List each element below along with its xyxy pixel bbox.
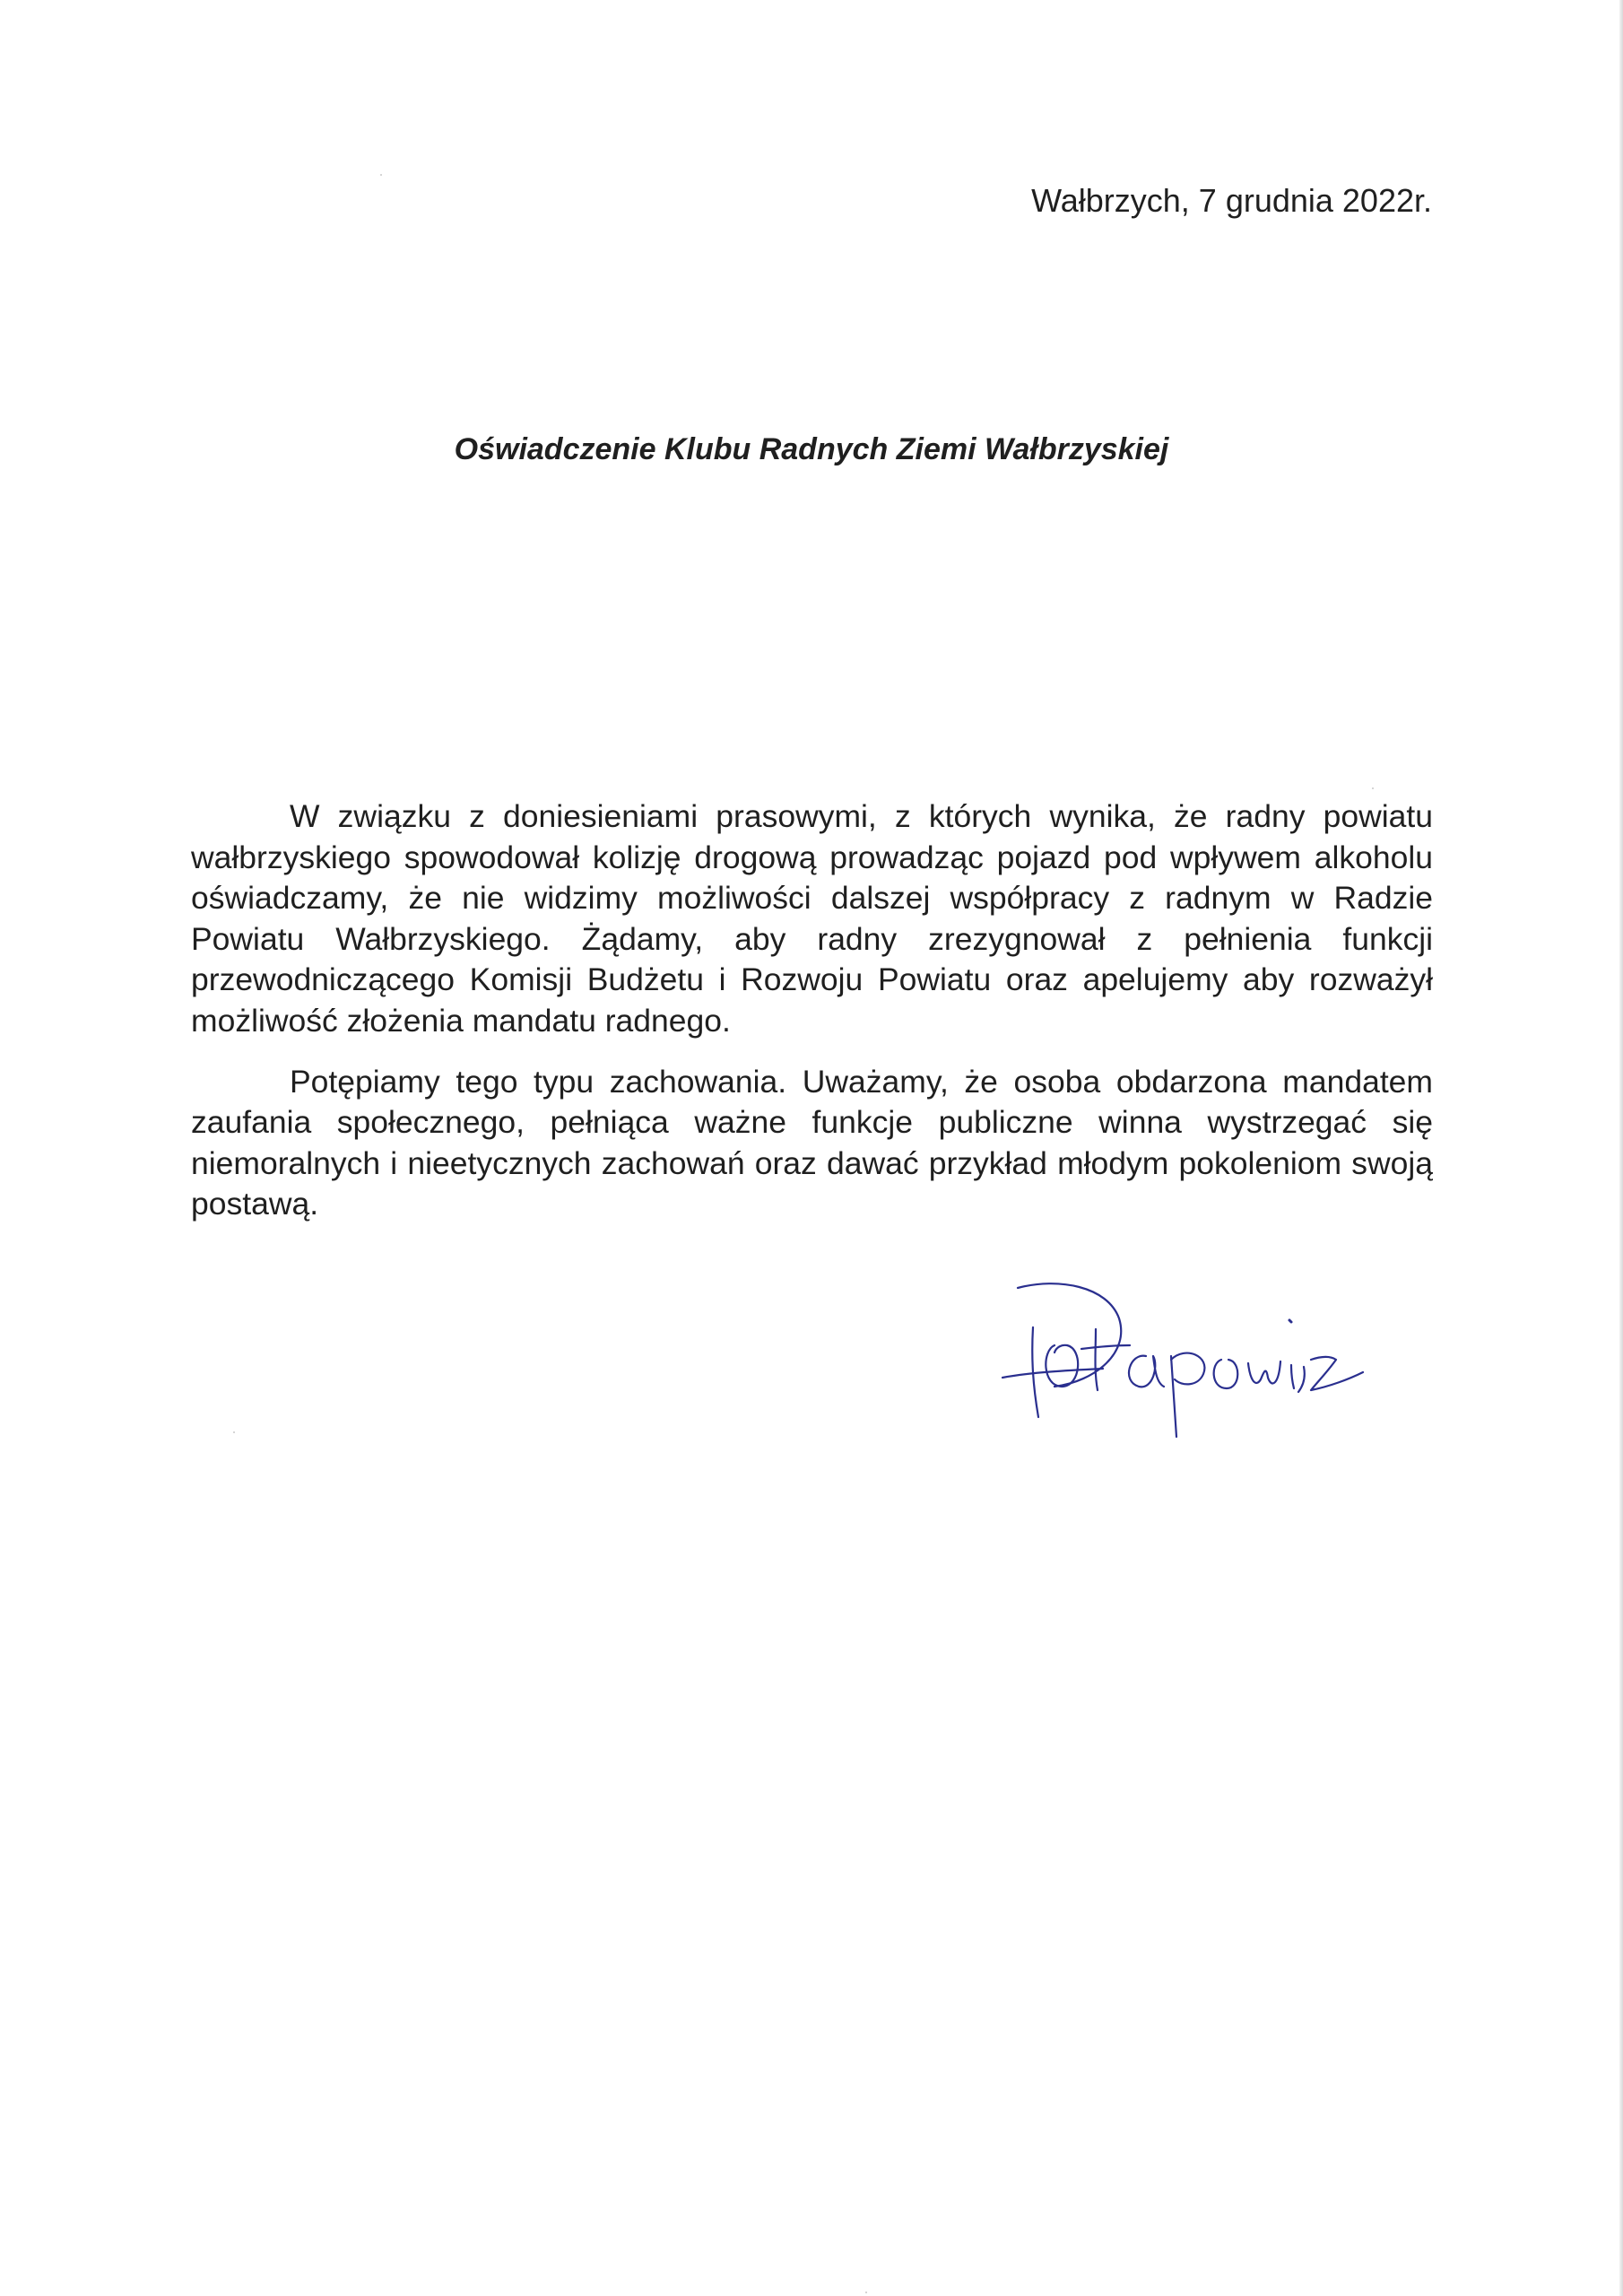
date-line: Wałbrzych, 7 grudnia 2022r. [1031, 182, 1432, 219]
paragraph-2: Potępiamy tego typu zachowania. Uważamy, że osoba obdarzona mandatem zaufania społecznego, pełniąca ważne funkcje publiczne winna wystrzegać się niemoralnych i nieetycznych zachowań oraz dawać przykład młodym pokoleniom swoją postawą. [191, 1063, 1433, 1222]
paragraph-1: W związku z doniesieniami prasowymi, z których wynika, że radny powiatu wałbrzyskiego spowodował kolizję drogową prowadząc pojazd pod wpływem alkoholu oświadczamy, że nie widzimy możliwości dalszej współpracy z radnym w Radzie Powiatu Wałbrzyskiego. Żądamy, aby radny zrezygnował z pełnienia funkcji przewodniczącego Komisji Budżetu i Rozwoju Powiatu oraz apelujemy aby rozważył możliwość złożenia mandatu radnego. [191, 798, 1433, 1039]
document-title: Oświadczenie Klubu Radnych Ziemi Wałbrzyskiej [454, 432, 1169, 466]
body-text [191, 796, 1433, 1245]
scan-speck [865, 2292, 867, 2293]
scan-speck [380, 174, 382, 176]
scan-edge [1619, 0, 1623, 2296]
scan-speck [233, 1431, 235, 1433]
handwritten-signature [995, 1274, 1372, 1453]
scan-speck [1372, 787, 1374, 789]
signature-icon [995, 1274, 1372, 1453]
